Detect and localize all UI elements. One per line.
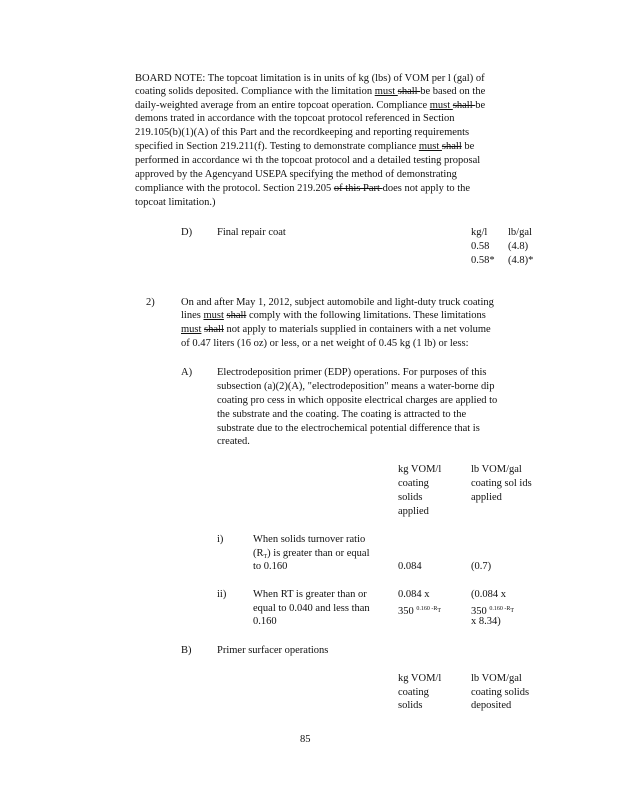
subitem-line: When RT is greater than or [253, 589, 367, 600]
value-lb-formula: 350 $^{0.160 -RT}$ [471, 606, 515, 617]
col-header-kg: kg VOM/l [398, 673, 442, 684]
value-lb: (4.8)* [508, 255, 534, 266]
value-kg-formula: 350 $^{0.160 -RT}$ [398, 606, 442, 617]
col-header-kg: solids [398, 492, 423, 503]
edp-line: created. [217, 436, 250, 447]
col-header-kg: solids [398, 700, 423, 711]
col-header-lb: coating solids [471, 687, 530, 698]
board-note-line: daily-weighted average from an entire topcoat operation. Compliance must shall be [135, 100, 486, 111]
col-header-lb: lb VOM/gal [471, 464, 522, 475]
col-header-kg: coating [398, 687, 429, 698]
col-header-lb: lb VOM/gal [471, 673, 522, 684]
col-header-kg: applied [398, 506, 429, 517]
board-note-line: coating solids deposited. Compliance with the limitation must shall be based on the [135, 86, 486, 97]
board-note-line: specified in Section 219.211(f). Testing to demonstrate compliance must shall be [135, 141, 475, 152]
value-kg: 0.58* [471, 255, 495, 266]
board-note-line: approved by the Agencyand USEPA specifying the method of demonstrating [135, 169, 457, 180]
item-letter: A) [181, 367, 193, 378]
edp-line: subsection (a)(2)(A), "electrodeposition" means a water-borne dip [217, 381, 495, 392]
section-line: of 0.47 liters (16 oz) or less, or a net weight of 0.45 kg (1 lb) or less: [181, 338, 469, 349]
col-header-lb: applied [471, 492, 502, 503]
subitem-number: ii) [217, 589, 227, 600]
subitem-line: $(R_T)$ is greater than or equal [253, 548, 370, 560]
section-line: lines must shall comply with the following limitations. These limitations [181, 310, 486, 321]
value-kg: 0.58 [471, 241, 490, 252]
subitem-number: i) [217, 534, 224, 545]
unit-lb: lb/gal [508, 227, 532, 238]
board-note-line: demons trated in accordance with the topcoat protocol referenced in Section [135, 113, 455, 124]
board-note-line: BOARD NOTE: The topcoat limitation is in units of kg (lbs) of VOM per l (gal) of [135, 73, 485, 84]
value-kg: 0.084 [398, 561, 422, 572]
subitem-line: to 0.160 [253, 561, 288, 572]
section-line: must shall not apply to materials supplied in containers with a net volume [181, 324, 491, 335]
col-header-kg: kg VOM/l [398, 464, 442, 475]
col-header-lb: coating sol ids [471, 478, 532, 489]
col-header-lb: deposited [471, 700, 512, 711]
value-lb: x 8.34) [471, 616, 501, 627]
section-line: On and after May 1, 2012, subject automobile and light-duty truck coating [181, 297, 494, 308]
board-note-line: 219.105(b)(1)(A) of this Part and the recordkeeping and reporting requirements [135, 127, 470, 138]
subitem-line: equal to 0.040 and less than [253, 603, 370, 614]
value-lb: (0.084 x [471, 589, 506, 600]
board-note-line: performed in accordance wi th the topcoat protocol and a detailed testing proposal [135, 155, 481, 166]
page-number: 85 [300, 734, 311, 745]
value-lb: (0.7) [471, 561, 492, 572]
board-note-line: topcoat limitation.) [135, 197, 216, 208]
subitem-line: When solids turnover ratio [253, 534, 366, 545]
edp-line: coating pro cess in which opposite electrical charges are applied to [217, 395, 498, 406]
edp-line: substrate due to the electrochemical potential difference that is [217, 423, 480, 434]
col-header-kg: coating [398, 478, 429, 489]
unit-kg: kg/l [471, 227, 488, 238]
item-letter: B) [181, 645, 192, 656]
item-letter: D) [181, 227, 193, 238]
item-label: Final repair coat [217, 227, 286, 238]
section-number: 2) [146, 297, 155, 308]
value-lb: (4.8) [508, 241, 529, 252]
edp-line: Electrodeposition primer (EDP) operations. For purposes of this [217, 367, 487, 378]
value-kg: 0.084 x [398, 589, 430, 600]
subitem-line: 0.160 [253, 616, 277, 627]
item-label: Primer surfacer operations [217, 645, 329, 656]
edp-line: the substrate and the coating. The coating is attracted to the [217, 409, 467, 420]
board-note-line: compliance with the protocol. Section 219.205 of this Part does not apply to the [135, 183, 471, 194]
